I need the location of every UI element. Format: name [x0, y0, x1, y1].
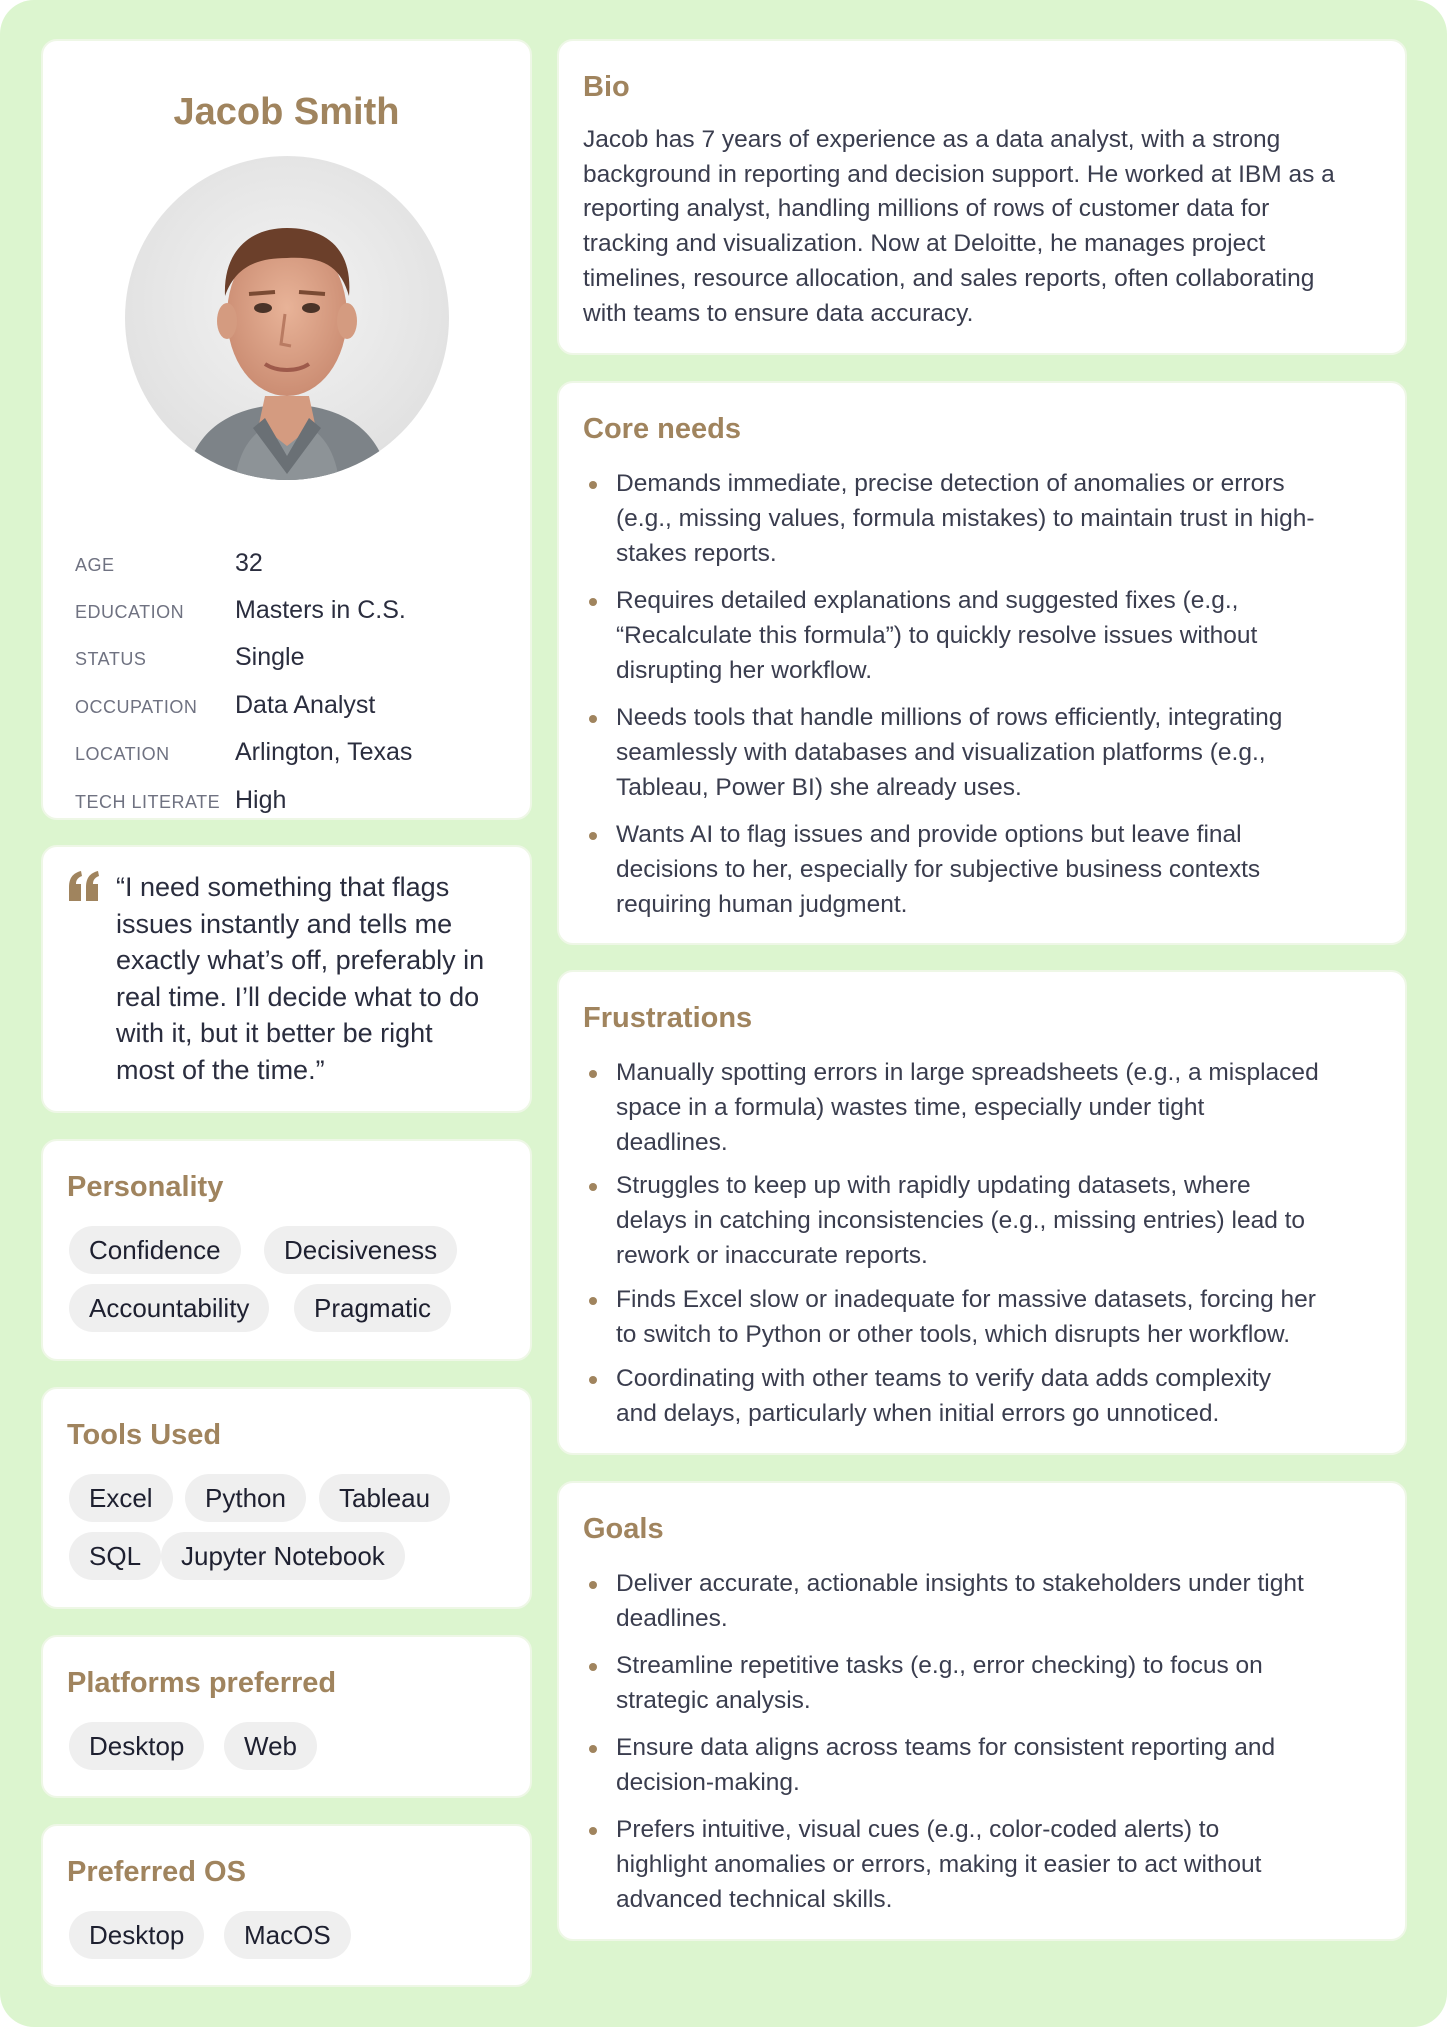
list-item	[583, 818, 1383, 922]
bio-line: background in reporting and decision support. He worked at IBM as a	[583, 160, 1335, 188]
list-item	[583, 1649, 1383, 1719]
quote-line: with it, but it better be right	[116, 1018, 433, 1048]
list-item	[583, 1731, 1383, 1801]
chip-python: Python	[185, 1474, 306, 1522]
chip-decisiveness: Decisiveness	[264, 1226, 457, 1274]
chip-confidence: Confidence	[69, 1226, 241, 1274]
list-item	[583, 1567, 1383, 1637]
fact-value: Masters in C.S.	[235, 596, 406, 624]
list-item	[583, 1169, 1383, 1273]
avatar	[125, 156, 449, 480]
personality-card	[41, 1139, 532, 1361]
goals-card	[557, 1481, 1407, 1941]
quote-text	[116, 869, 516, 1088]
bullet-icon	[589, 598, 597, 606]
core-needs-card	[557, 381, 1407, 945]
chip-web: Web	[224, 1722, 317, 1770]
bio-card	[557, 39, 1407, 355]
bio-text	[583, 123, 1403, 331]
list-item-line: rework or inaccurate reports.	[616, 1241, 928, 1269]
fact-label: STATUS	[75, 649, 147, 669]
quote-icon	[67, 871, 101, 901]
chip-pragmatic: Pragmatic	[294, 1284, 451, 1332]
fact-label: TECH LITERATE	[75, 792, 221, 812]
list-item-line: decisions to her, especially for subjective business contexts	[616, 855, 1261, 883]
list-item-line: highlight anomalies or errors, making it easier to act without	[616, 1850, 1262, 1878]
fact-value: Arlington, Texas	[235, 738, 413, 766]
persona-name: Jacob Smith	[173, 91, 400, 133]
list-item-line: decision-making.	[616, 1768, 800, 1796]
list-item-line: Streamline repetitive tasks (e.g., error checking) to focus on	[616, 1652, 1263, 1679]
bio-line: with teams to ensure data accuracy.	[583, 299, 974, 327]
chip-desktop: Desktop	[69, 1911, 204, 1959]
list-item-line: requiring human judgment.	[616, 890, 908, 918]
bio-title: Bio	[583, 71, 630, 103]
list-item-line: Prefers intuitive, visual cues (e.g., color-coded alerts) to	[616, 1816, 1220, 1843]
tools-card	[41, 1387, 532, 1609]
frustrations-title: Frustrations	[583, 1002, 753, 1034]
os-card	[41, 1824, 532, 1987]
chip-excel: Excel	[69, 1474, 173, 1522]
chip-sql: SQL	[69, 1532, 161, 1580]
bullet-icon	[589, 715, 597, 723]
quote-card	[41, 845, 532, 1113]
fact-label: OCCUPATION	[75, 697, 198, 717]
chip-desktop: Desktop	[69, 1722, 204, 1770]
fact-label: AGE	[75, 555, 115, 575]
list-item	[583, 701, 1383, 805]
list-item	[583, 1813, 1383, 1917]
quote-line: exactly what’s off, preferably in	[116, 945, 485, 975]
tools-title: Tools Used	[67, 1419, 222, 1451]
quote-line: most of the time.”	[116, 1054, 325, 1085]
quote-line: real time. I’ll decide what to do	[116, 981, 480, 1012]
list-item	[583, 1283, 1383, 1353]
list-item-line: Needs tools that handle millions of rows efficiently, integrating	[616, 704, 1283, 731]
core-needs-title: Core needs	[583, 413, 741, 445]
list-item-line: strategic analysis.	[616, 1686, 811, 1714]
bio-line: Jacob has 7 years of experience as a data analyst, with a strong	[583, 126, 1281, 153]
list-item-line: deadlines.	[616, 1128, 728, 1156]
bullet-icon	[589, 1297, 597, 1305]
bullet-icon	[589, 481, 597, 489]
list-item-line: stakes reports.	[616, 539, 777, 567]
os-title: Preferred OS	[67, 1856, 246, 1888]
profile-card	[41, 39, 532, 820]
list-item-line: seamlessly with databases and visualization platforms (e.g.,	[616, 738, 1266, 766]
list-item-line: Ensure data aligns across teams for consistent reporting and	[616, 1734, 1276, 1761]
personality-title: Personality	[67, 1171, 224, 1203]
platforms-title: Platforms preferred	[67, 1667, 337, 1699]
bullet-icon	[589, 1745, 597, 1753]
list-item-line: space in a formula) wastes time, especially under tight	[616, 1093, 1205, 1121]
chip-accountability: Accountability	[69, 1284, 269, 1332]
bullet-icon	[589, 1663, 597, 1671]
chip-jupyter-notebook: Jupyter Notebook	[161, 1532, 405, 1580]
frustrations-card	[557, 970, 1407, 1455]
list-item-line: and delays, particularly when initial errors go unnoticed.	[616, 1399, 1220, 1427]
fact-value: Single	[235, 643, 305, 671]
list-item-line: advanced technical skills.	[616, 1885, 893, 1913]
list-item-line: Struggles to keep up with rapidly updating datasets, where	[616, 1172, 1251, 1199]
bio-line: reporting analyst, handling millions of rows of customer data for	[583, 195, 1270, 223]
chip-tableau: Tableau	[319, 1474, 450, 1522]
list-item	[583, 1362, 1383, 1432]
list-item-line: disrupting her workflow.	[616, 656, 873, 684]
list-item-line: Finds Excel slow or inadequate for massive datasets, forcing her	[616, 1286, 1316, 1313]
fact-value: 32	[235, 549, 263, 577]
fact-row-age	[75, 549, 475, 579]
platforms-card	[41, 1635, 532, 1798]
list-item-line: deadlines.	[616, 1604, 728, 1632]
fact-value: Data Analyst	[235, 691, 376, 719]
bullet-icon	[589, 1581, 597, 1589]
fact-row-education	[75, 596, 475, 626]
list-item-line: Demands immediate, precise detection of anomalies or errors	[616, 470, 1285, 497]
fact-row-tech-literate	[75, 786, 475, 816]
bio-line: tracking and visualization. Now at Deloitte, he manages project	[583, 230, 1266, 258]
list-item-line: Tableau, Power BI) she already uses.	[616, 773, 1022, 801]
bullet-icon	[589, 1070, 597, 1078]
chip-macos: MacOS	[224, 1911, 351, 1959]
list-item	[583, 584, 1383, 688]
bio-line: timelines, resource allocation, and sales reports, often collaborating	[583, 264, 1315, 292]
fact-row-occupation	[75, 691, 475, 721]
fact-label: EDUCATION	[75, 602, 185, 622]
list-item	[583, 467, 1383, 571]
list-item	[583, 1056, 1383, 1160]
bullet-icon	[589, 832, 597, 840]
fact-row-status	[75, 643, 475, 673]
list-item-line: delays in catching inconsistencies (e.g., missing entries) lead to	[616, 1206, 1306, 1234]
list-item-line: Manually spotting errors in large spreadsheets (e.g., a misplaced	[616, 1059, 1319, 1086]
list-item-line: to switch to Python or other tools, which disrupts her workflow.	[616, 1320, 1291, 1348]
goals-title: Goals	[583, 1513, 664, 1545]
fact-value: High	[235, 786, 287, 814]
quote-line: “I need something that flags	[116, 872, 450, 902]
list-item-line: Deliver accurate, actionable insights to stakeholders under tight	[616, 1570, 1304, 1597]
fact-label: LOCATION	[75, 744, 170, 764]
person-photo-icon	[125, 156, 449, 480]
bullet-icon	[589, 1827, 597, 1835]
list-item-line: Requires detailed explanations and suggested fixes (e.g.,	[616, 587, 1239, 614]
list-item-line: Wants AI to flag issues and provide options but leave final	[616, 821, 1242, 848]
list-item-line: Coordinating with other teams to verify data adds complexity	[616, 1365, 1272, 1392]
bullet-icon	[589, 1183, 597, 1191]
list-item-line: (e.g., missing values, formula mistakes) to maintain trust in high-	[616, 504, 1315, 532]
list-item-line: “Recalculate this formula”) to quickly resolve issues without	[616, 621, 1258, 649]
quote-line: issues instantly and tells me	[116, 908, 453, 939]
bullet-icon	[589, 1376, 597, 1384]
fact-row-location	[75, 738, 475, 768]
